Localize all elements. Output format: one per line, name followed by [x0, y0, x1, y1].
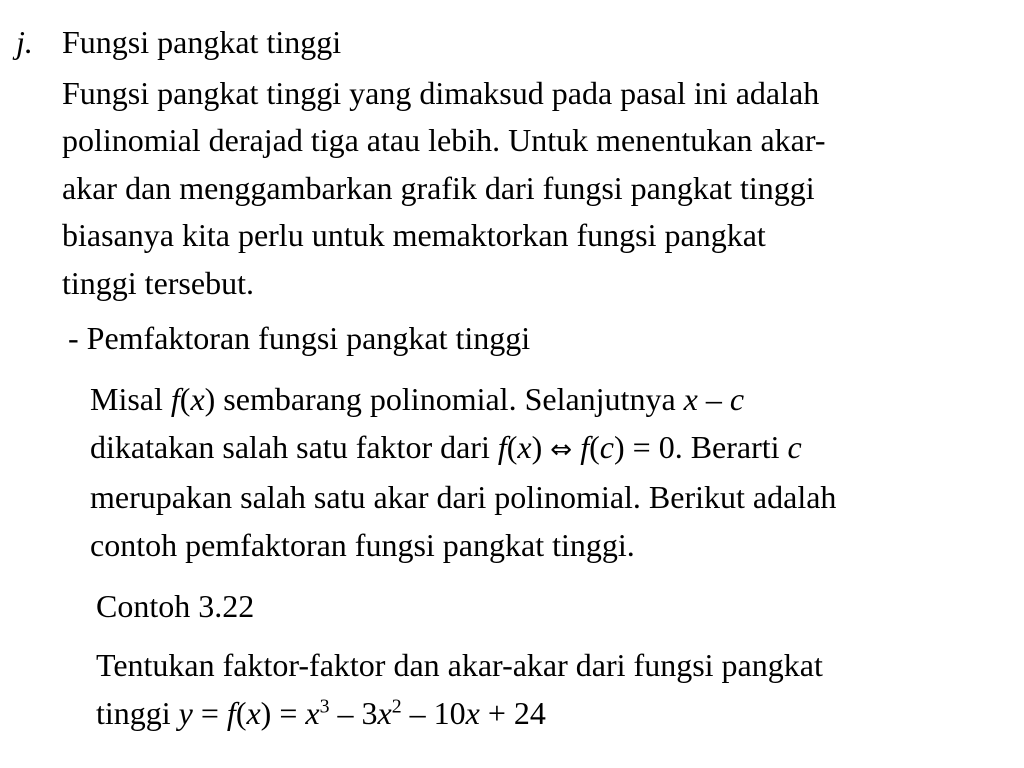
- math-term: – 10: [401, 694, 466, 731]
- math-paren: ): [531, 428, 551, 465]
- example-line-2: [96, 690, 823, 738]
- math-paren: (: [235, 694, 247, 731]
- intro-line-3: akar dan menggambarkan grafik dari fungsi pangkat tinggi: [62, 169, 815, 206]
- text-run: tinggi: [96, 694, 179, 731]
- math-exponent: 2: [391, 695, 402, 717]
- math-x: x: [305, 694, 320, 731]
- text-run: dikatakan salah satu faktor dari: [90, 428, 498, 465]
- intro-line-5: tinggi tersebut.: [62, 264, 254, 301]
- math-f: f: [497, 428, 507, 465]
- intro-paragraph: [62, 70, 826, 307]
- math-y: y: [178, 694, 193, 731]
- factor-line-3: merupakan salah satu akar dari polinomial. Berikut adalah: [90, 479, 837, 515]
- example-line-1: Tentukan faktor-faktor dan akar-akar dari fungsi pangkat: [96, 647, 823, 683]
- math-f: f: [170, 381, 180, 417]
- math-c: c: [729, 381, 745, 417]
- math-x: x: [465, 694, 480, 731]
- text-run: Misal: [90, 381, 171, 417]
- subsection-title: - Pemfaktoran fungsi pangkat tinggi: [68, 320, 531, 356]
- math-f: f: [580, 428, 590, 465]
- math-exponent: 3: [319, 695, 330, 717]
- section-title: Fungsi pangkat tinggi: [62, 24, 342, 60]
- text-run: ) = 0. Berarti: [613, 428, 788, 465]
- math-term: + 24: [479, 694, 546, 731]
- factor-line-4: contoh pemfaktoran fungsi pangkat tinggi.: [90, 526, 635, 563]
- math-paren: ): [204, 381, 216, 417]
- math-x: x: [246, 694, 261, 731]
- math-f: f: [226, 694, 236, 731]
- double-arrow-icon: ⇔: [550, 434, 573, 465]
- text-run: sembarang polinomial. Selanjutnya: [215, 381, 684, 417]
- equation: [179, 695, 546, 731]
- math-operator: =: [192, 694, 227, 731]
- factor-line-2: [90, 424, 836, 475]
- math-x: x: [683, 381, 698, 417]
- math-x: x: [190, 381, 205, 417]
- section-marker: j.: [16, 24, 33, 60]
- intro-line-1: Fungsi pangkat tinggi yang dimaksud pada pasal ini adalah: [62, 75, 820, 111]
- example-body: [96, 642, 823, 737]
- math-operator: –: [697, 381, 730, 417]
- math-paren: (: [589, 428, 600, 465]
- math-x: x: [517, 428, 532, 465]
- math-paren: (: [179, 381, 191, 417]
- intro-line-4: biasanya kita perlu untuk memaktorkan fungsi pangkat: [62, 217, 766, 254]
- example-title: Contoh 3.22: [96, 588, 255, 624]
- math-x: x: [377, 694, 392, 731]
- math-term: – 3: [329, 694, 378, 731]
- factor-paragraph: [90, 376, 836, 569]
- math-c: c: [787, 428, 802, 465]
- math-operator: =: [271, 694, 306, 731]
- math-paren: ): [260, 694, 272, 731]
- intro-line-2: polinomial derajad tiga atau lebih. Untuk menentukan akar-: [62, 122, 826, 159]
- math-c: c: [599, 428, 614, 465]
- math-paren: (: [506, 428, 518, 465]
- factor-line-1: [90, 376, 836, 424]
